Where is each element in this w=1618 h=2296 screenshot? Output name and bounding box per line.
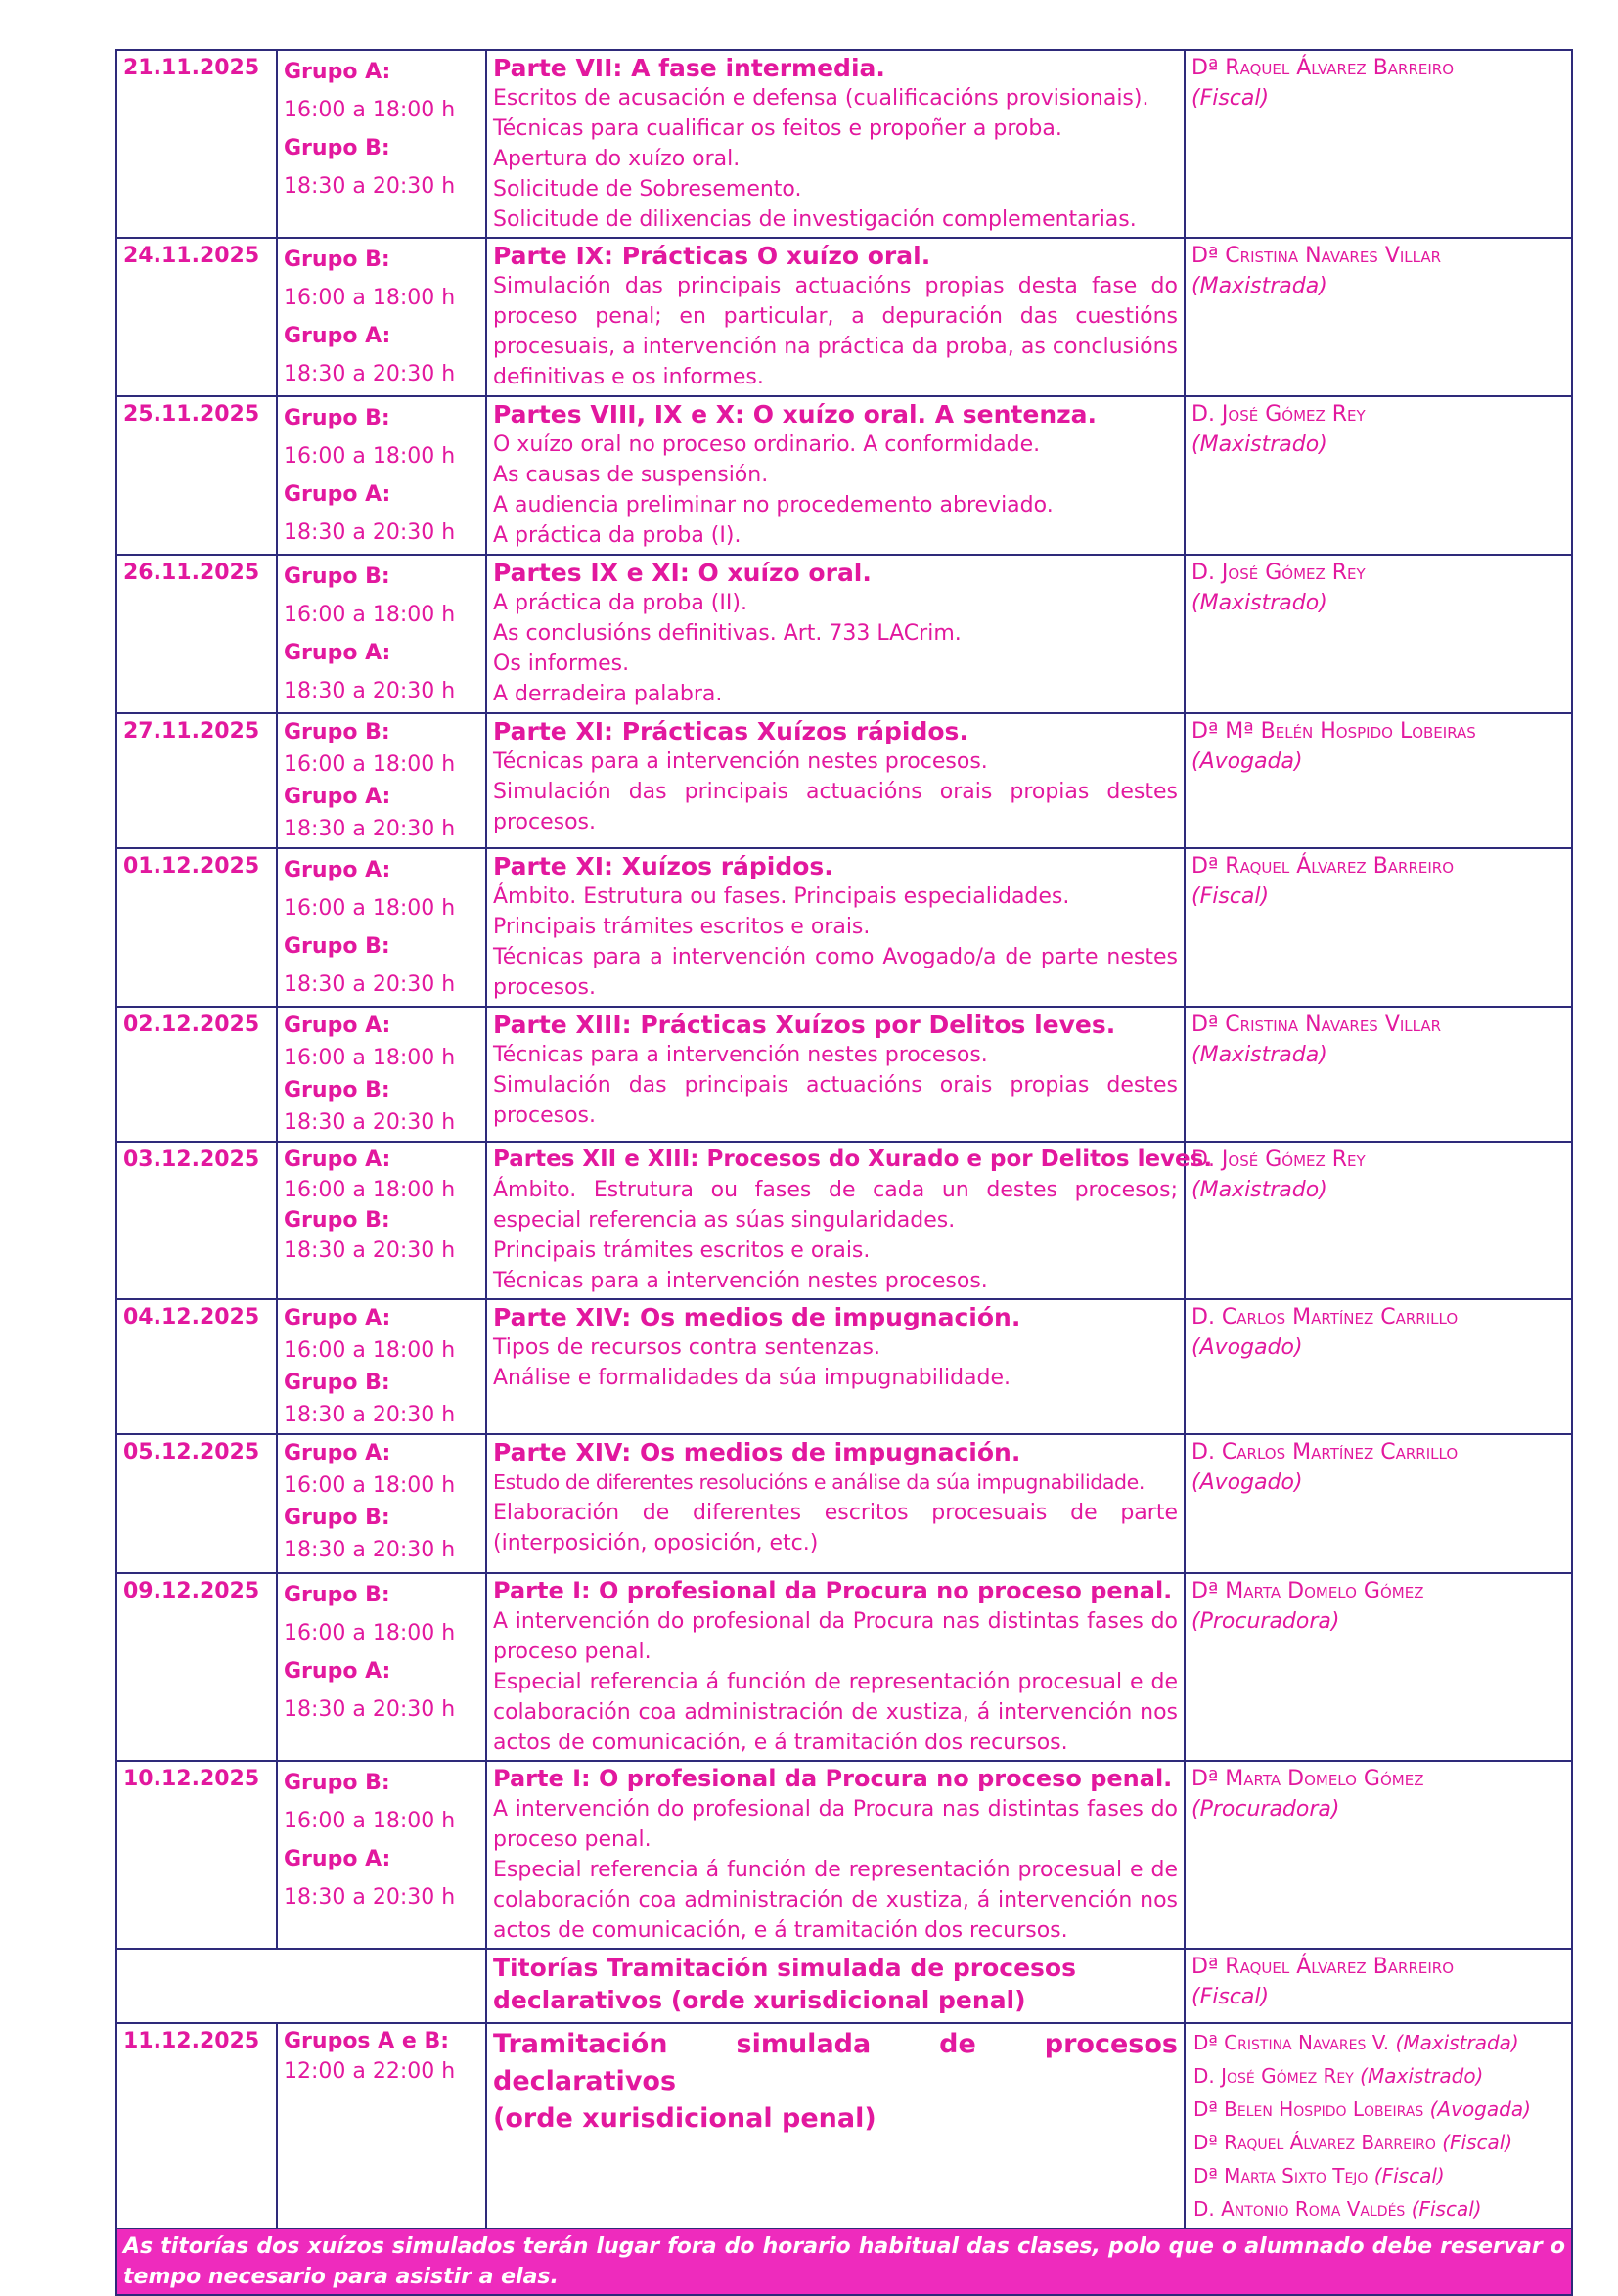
topic-line: Técnicas para a intervención nestes procesos.: [493, 1269, 988, 1293]
professor-name: Dª Marta Domelo Gómez: [1191, 1767, 1424, 1791]
professor-role: (Maxistrado): [1191, 591, 1327, 615]
professor-name: Dª Belen Hospido Lobeiras: [1193, 2097, 1424, 2121]
professor-role: (Avogado): [1191, 1470, 1303, 1495]
final-date: 11.12.2025: [116, 2023, 277, 2228]
topic-line: Escritos de acusación e defensa (cualificacións provisionais).: [493, 86, 1149, 111]
group-name: Grupo B:: [284, 406, 390, 430]
topic-line: A derradeira palabra.: [493, 682, 723, 706]
session-date: 04.12.2025: [116, 1299, 277, 1434]
session-professor: [1185, 238, 1572, 396]
session-row: [116, 1142, 1572, 1299]
session-row: [116, 1299, 1572, 1434]
topic-line: Análise e formalidades da súa impugnabilidade.: [493, 1366, 1011, 1390]
group-name: Grupo A:: [284, 482, 391, 507]
final-title-line2: (orde xurisdicional penal): [493, 2103, 876, 2134]
session-row: [116, 555, 1572, 713]
group-time: 18:30 a 20:30 h: [284, 362, 456, 386]
topic-line: Simulación das principais actuacións propias desta fase do proceso penal; en particular, a depuración das cuestións procesuais, a intervención na práctica da proba, as conclusións definitivas e os informes.: [493, 274, 1178, 389]
group-time: 16:00 a 18:00 h: [284, 1473, 456, 1498]
professor-role: (Maxistrada): [1191, 1043, 1327, 1067]
professor-role: (Fiscal): [1373, 2164, 1445, 2187]
session-groups: [277, 713, 486, 848]
topic-line: Técnicas para cualificar os feitos e propoñer a proba.: [493, 116, 1062, 141]
topic-title: Parte XIII: Prácticas Xuízos por Delitos leves.: [493, 1011, 1116, 1039]
professor-role: (Maxistrada): [1395, 2031, 1519, 2054]
session-date: 01.12.2025: [116, 848, 277, 1007]
topic-line: Tipos de recursos contra sentenzas.: [493, 1335, 880, 1360]
session-groups: [277, 555, 486, 713]
topic-title: Parte XIV: Os medios de impugnación.: [493, 1303, 1021, 1331]
session-topic: [486, 848, 1185, 1007]
group-time: 18:30 a 20:30 h: [284, 1697, 456, 1722]
session-topic: [486, 713, 1185, 848]
group-name: Grupo A:: [284, 858, 391, 882]
group-name: Grupo A:: [284, 641, 391, 665]
tutoring-empty-cell: [116, 1949, 486, 2023]
professor-name: D. José Gómez Rey: [1191, 402, 1366, 427]
group-name: Grupo B:: [284, 1208, 390, 1233]
topic-line: Técnicas para a intervención como Avogado/a de parte nestes procesos.: [493, 945, 1178, 1000]
professor-name: Dª Marta Domelo Gómez: [1191, 1579, 1424, 1603]
session-date: 05.12.2025: [116, 1434, 277, 1573]
group-time: 16:00 a 18:00 h: [284, 286, 456, 310]
session-groups: [277, 396, 486, 555]
group-name: Grupo B:: [284, 1078, 390, 1103]
tutoring-title: Titorías Tramitación simulada de procesos declarativos (orde xurisdicional penal): [493, 1954, 1076, 2014]
group-name: Grupo B:: [284, 136, 390, 160]
session-groups: [277, 1761, 486, 1949]
professor-role: (Fiscal): [1191, 1985, 1270, 2009]
session-date: 27.11.2025: [116, 713, 277, 848]
professor-name: D. José Gómez Rey: [1193, 2064, 1354, 2088]
topic-line: A intervención do profesional da Procura nas distintas fases do proceso penal.: [493, 1797, 1178, 1852]
schedule-table: [115, 49, 1573, 2296]
final-topic: [486, 2023, 1185, 2228]
session-row: [116, 396, 1572, 555]
group-time: 16:00 a 18:00 h: [284, 603, 456, 627]
professor-entry: [1193, 2026, 1569, 2059]
final-title-line1: Tramitación simulada de procesos declarativos: [493, 2029, 1178, 2096]
topic-line: O xuízo oral no proceso ordinario. A conformidade.: [493, 432, 1041, 457]
session-professor: [1185, 1007, 1572, 1142]
group-time: 18:30 a 20:30 h: [284, 1538, 456, 1562]
group-time: 12:00 a 22:00 h: [284, 2059, 456, 2084]
group-time: 18:30 a 20:30 h: [284, 1238, 456, 1263]
session-row: [116, 1761, 1572, 1949]
professor-name: D. Carlos Martínez Carrillo: [1191, 1440, 1459, 1464]
professor-role: (Maxistrado): [1191, 432, 1327, 457]
session-professor: [1185, 396, 1572, 555]
topic-line: Solicitude de dilixencias de investigación complementarias.: [493, 207, 1137, 232]
session-groups: [277, 1299, 486, 1434]
session-topic: [486, 396, 1185, 555]
session-topic: [486, 50, 1185, 238]
professor-name: D. Antonio Roma Valdés: [1193, 2197, 1406, 2221]
group-time: 16:00 a 18:00 h: [284, 1046, 456, 1070]
session-date: 26.11.2025: [116, 555, 277, 713]
session-professor: [1185, 1299, 1572, 1434]
topic-line: Principais trámites escritos e orais.: [493, 915, 871, 939]
tutoring-row: [116, 1949, 1572, 2023]
session-topic: [486, 1007, 1185, 1142]
professor-role: (Avogado): [1191, 1335, 1303, 1360]
session-date: 09.12.2025: [116, 1573, 277, 1761]
final-session-row: [116, 2023, 1572, 2228]
topic-title: Partes XII e XIII: Procesos do Xurado e por Delitos leves.: [493, 1147, 1213, 1172]
final-professors: [1185, 2023, 1572, 2228]
group-name: Grupos A e B:: [284, 2029, 450, 2053]
topic-title: Partes IX e XI: O xuízo oral.: [493, 559, 872, 587]
session-professor: [1185, 713, 1572, 848]
professor-name: Dª Raquel Álvarez Barreiro: [1191, 1955, 1455, 1979]
group-name: Grupo A:: [284, 1441, 391, 1465]
topic-title: Parte I: O profesional da Procura no proceso penal.: [493, 1765, 1173, 1792]
professor-name: Dª Cristina Navares Villar: [1191, 1013, 1442, 1037]
group-name: Grupo A:: [284, 60, 391, 84]
group-time: 16:00 a 18:00 h: [284, 1621, 456, 1645]
group-time: 16:00 a 18:00 h: [284, 752, 456, 777]
professor-role: (Avogada): [1191, 749, 1303, 774]
professor-role: (Fiscal): [1411, 2197, 1482, 2221]
professor-entry: [1193, 2093, 1569, 2126]
session-topic: [486, 1573, 1185, 1761]
professor-name: Dª Cristina Navares Villar: [1191, 244, 1442, 268]
session-groups: [277, 1007, 486, 1142]
topic-line: Apertura do xuízo oral.: [493, 147, 741, 171]
tutoring-topic: [486, 1949, 1185, 2023]
group-time: 18:30 a 20:30 h: [284, 1885, 456, 1910]
group-time: 16:00 a 18:00 h: [284, 1178, 456, 1202]
professor-role: (Procuradora): [1191, 1797, 1340, 1822]
session-date: 25.11.2025: [116, 396, 277, 555]
session-date: 10.12.2025: [116, 1761, 277, 1949]
session-date: 03.12.2025: [116, 1142, 277, 1299]
topic-line: Principais trámites escritos e orais.: [493, 1238, 871, 1263]
professor-name: Dª Raquel Álvarez Barreiro: [1191, 854, 1455, 878]
group-name: Grupo A:: [284, 1148, 391, 1172]
session-groups: [277, 50, 486, 238]
session-row: [116, 713, 1572, 848]
session-professor: [1185, 1434, 1572, 1573]
session-row: [116, 238, 1572, 396]
group-name: Grupo B:: [284, 248, 390, 272]
professor-name: Dª Marta Sixto Tejo: [1193, 2164, 1369, 2187]
topic-title: Parte XI: Prácticas Xuízos rápidos.: [493, 717, 968, 745]
session-topic: [486, 1299, 1185, 1434]
session-topic: [486, 555, 1185, 713]
group-time: 18:30 a 20:30 h: [284, 1110, 456, 1135]
group-time: 18:30 a 20:30 h: [284, 174, 456, 199]
topic-line: Especial referencia á función de representación procesual e de colaboración coa administración de xustiza, á intervención nos actos de comunicación, e á tramitación dos recursos.: [493, 1670, 1178, 1755]
topic-line: Ámbito. Estrutura ou fases. Principais especialidades.: [493, 884, 1070, 909]
group-name: Grupo B:: [284, 1506, 390, 1530]
group-name: Grupo A:: [284, 785, 391, 809]
professor-name: D. Carlos Martínez Carrillo: [1191, 1305, 1459, 1329]
session-row: [116, 1573, 1572, 1761]
session-professor: [1185, 1142, 1572, 1299]
topic-title: Parte IX: Prácticas O xuízo oral.: [493, 242, 931, 270]
session-professor: [1185, 1573, 1572, 1761]
topic-title: Parte XIV: Os medios de impugnación.: [493, 1438, 1021, 1466]
session-row: [116, 50, 1572, 238]
professor-entry: [1193, 2159, 1569, 2192]
professor-name: D. José Gómez Rey: [1191, 1148, 1366, 1172]
professor-role: (Avogada): [1429, 2097, 1531, 2121]
group-name: Grupo A:: [284, 1306, 391, 1330]
topic-line: Os informes.: [493, 652, 630, 676]
professor-name: Dª Mª Belén Hospido Lobeiras: [1191, 719, 1476, 743]
session-date: 21.11.2025: [116, 50, 277, 238]
group-name: Grupo B:: [284, 720, 390, 744]
professor-name: Dª Raquel Álvarez Barreiro: [1193, 2131, 1436, 2154]
professor-name: Dª Raquel Álvarez Barreiro: [1191, 56, 1455, 80]
session-groups: [277, 1142, 486, 1299]
session-row: [116, 1007, 1572, 1142]
topic-line: A audiencia preliminar no procedemento abreviado.: [493, 493, 1054, 518]
session-row: [116, 848, 1572, 1007]
group-name: Grupo B:: [284, 1583, 390, 1607]
professor-entry: [1193, 2126, 1569, 2159]
topic-title: Partes VIII, IX e X: O xuízo oral. A sentenza.: [493, 400, 1098, 428]
professor-role: (Fiscal): [1442, 2131, 1513, 2154]
session-groups: [277, 238, 486, 396]
professor-role: (Maxistrada): [1191, 274, 1327, 298]
group-name: Grupo B:: [284, 564, 390, 589]
session-topic: [486, 1761, 1185, 1949]
topic-line: A práctica da proba (II).: [493, 591, 747, 615]
session-groups: [277, 1573, 486, 1761]
professor-role: (Maxistrado): [1360, 2064, 1484, 2088]
topic-title: Parte I: O profesional da Procura no proceso penal.: [493, 1577, 1173, 1604]
session-topic: [486, 1142, 1213, 1299]
session-topic: [486, 238, 1185, 396]
session-row: [116, 1434, 1572, 1573]
topic-line: As causas de suspensión.: [493, 463, 769, 487]
topic-line: Simulación das principais actuacións orais propias destes procesos.: [493, 1073, 1178, 1128]
topic-line: Especial referencia á función de representación procesual e de colaboración coa administración de xustiza, á intervención nos actos de comunicación, e á tramitación dos recursos.: [493, 1858, 1178, 1943]
topic-line: A práctica da proba (I).: [493, 523, 742, 548]
group-time: 16:00 a 18:00 h: [284, 98, 456, 122]
group-time: 16:00 a 18:00 h: [284, 1809, 456, 1833]
group-time: 16:00 a 18:00 h: [284, 1338, 456, 1363]
topic-line: Estudo de diferentes resolucións e análise da súa impugnabilidade.: [493, 1470, 1145, 1494]
topic-line: A intervención do profesional da Procura nas distintas fases do proceso penal.: [493, 1609, 1178, 1664]
final-groups: [277, 2023, 486, 2228]
group-name: Grupo A:: [284, 1013, 391, 1038]
session-date: 02.12.2025: [116, 1007, 277, 1142]
topic-line: As conclusións definitivas. Art. 733 LACrim.: [493, 621, 962, 646]
session-professor: [1185, 50, 1572, 238]
professor-name: Dª Cristina Navares V.: [1193, 2031, 1390, 2054]
professor-entry: [1193, 2059, 1569, 2093]
note-row: [116, 2228, 1572, 2295]
session-date: 24.11.2025: [116, 238, 277, 396]
group-name: Grupo A:: [284, 1847, 391, 1871]
professor-role: (Fiscal): [1191, 884, 1270, 909]
professor-entry: [1193, 2192, 1569, 2226]
topic-line: Técnicas para a intervención nestes procesos.: [493, 749, 988, 774]
group-name: Grupo B:: [284, 1371, 390, 1395]
session-groups: [277, 1434, 486, 1573]
session-professor: [1185, 555, 1572, 713]
professor-role: (Maxistrado): [1191, 1178, 1327, 1202]
group-time: 18:30 a 20:30 h: [284, 972, 456, 997]
professor-name: D. José Gómez Rey: [1191, 561, 1366, 585]
group-name: Grupo B:: [284, 1771, 390, 1795]
session-topic: [486, 1434, 1185, 1573]
topic-title: Parte VII: A fase intermedia.: [493, 54, 885, 82]
session-groups: [277, 848, 486, 1007]
group-name: Grupo A:: [284, 1659, 391, 1684]
session-professor: [1185, 848, 1572, 1007]
group-time: 18:30 a 20:30 h: [284, 520, 456, 545]
group-time: 16:00 a 18:00 h: [284, 896, 456, 921]
tutoring-note: As titorías dos xuízos simulados terán lugar fora do horario habitual das clases, polo que o alumnado debe reservar o tempo necesario para asistir a elas.: [116, 2228, 1572, 2295]
group-name: Grupo B:: [284, 934, 390, 959]
topic-line: Ámbito. Estrutura ou fases de cada un destes procesos; especial referencia as súas singularidades.: [493, 1178, 1178, 1233]
group-name: Grupo A:: [284, 324, 391, 348]
professor-role: (Procuradora): [1191, 1609, 1340, 1634]
group-time: 18:30 a 20:30 h: [284, 1403, 456, 1427]
group-time: 18:30 a 20:30 h: [284, 679, 456, 703]
schedule-body: [116, 50, 1572, 2295]
topic-line: Solicitude de Sobresemento.: [493, 177, 802, 202]
tutoring-professor: [1185, 1949, 1572, 2023]
topic-line: Elaboración de diferentes escritos procesuais de parte (interposición, oposición, etc.): [493, 1501, 1178, 1555]
session-professor: [1185, 1761, 1572, 1949]
topic-line: Simulación das principais actuacións orais propias destes procesos.: [493, 780, 1178, 834]
professor-role: (Fiscal): [1191, 86, 1270, 111]
topic-title: Parte XI: Xuízos rápidos.: [493, 852, 833, 880]
topic-line: Técnicas para a intervención nestes procesos.: [493, 1043, 988, 1067]
group-time: 16:00 a 18:00 h: [284, 444, 456, 469]
group-time: 18:30 a 20:30 h: [284, 817, 456, 841]
